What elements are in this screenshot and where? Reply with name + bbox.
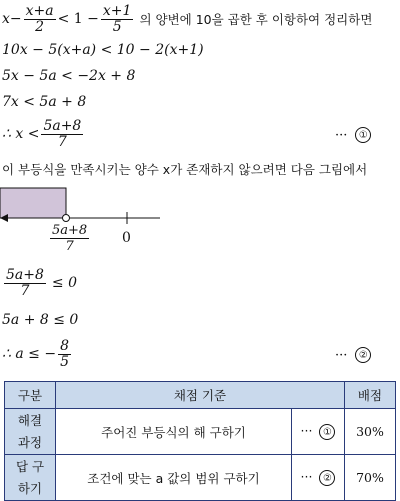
point-label-fraction: $\frac{5a+8}{7}$ xyxy=(52,223,88,254)
equation-marker-1: ··· ① xyxy=(335,127,371,143)
fraction-5a-plus-8-over-7-b: $\frac{5a+8}{7}$ xyxy=(6,266,44,299)
grading-table xyxy=(4,381,396,501)
solution-line-2: 10x − 5(x+a) < 10 − 2(x+1) xyxy=(2,42,204,58)
equation-marker-2: ··· ② xyxy=(335,347,371,363)
solution-line-7: 5a + 8 ≤ 0 xyxy=(2,312,79,328)
line8-therefore: ∴ a ≤ − xyxy=(2,346,57,362)
row1-ref: ··· ① xyxy=(292,409,345,455)
line1-text: 의 양변에 10을 곱한 후 이항하여 정리하면 xyxy=(139,12,373,27)
solution-line-8 xyxy=(2,336,73,372)
header-criterion: 채점 기준 xyxy=(56,382,345,409)
row2-section: 답 구 하기 xyxy=(5,455,56,501)
solution-line-4: 7x < 5a + 8 xyxy=(2,94,87,110)
line1-prefix: x− xyxy=(2,11,22,27)
row2-score: 70% xyxy=(345,455,396,501)
fraction-x-plus-a-over-2: $\frac{x+a}{2}$ xyxy=(25,2,54,35)
open-point xyxy=(63,215,70,222)
header-section: 구분 xyxy=(5,382,56,409)
condition-sentence: 이 부등식을 만족시키는 양수 x가 존재하지 않으려면 다음 그림에서 xyxy=(2,162,368,177)
table-row xyxy=(5,455,396,501)
table-header-row xyxy=(5,382,396,409)
solution-line-3: 5x − 5a < −2x + 8 xyxy=(2,68,136,84)
row1-score: 30% xyxy=(345,409,396,455)
solution-line-5 xyxy=(2,116,85,152)
line5-therefore: ∴ x < xyxy=(2,126,40,142)
row2-ref: ··· ② xyxy=(292,455,345,501)
table-row xyxy=(5,409,396,455)
row1-section: 해결 과정 xyxy=(5,409,56,455)
shaded-region xyxy=(0,188,66,218)
fraction-x-plus-1-over-5: $\frac{x+1}{5}$ xyxy=(102,2,132,35)
header-score: 배점 xyxy=(345,382,396,409)
line6-relation: ≤ 0 xyxy=(51,275,77,291)
solution-line-1 xyxy=(2,2,372,36)
solution-line-6 xyxy=(2,265,77,301)
row1-criterion: 주어진 부등식의 해 구하기 xyxy=(56,409,292,455)
fraction-8-over-5: $\frac{8}{5}$ xyxy=(60,337,69,370)
line1-less-than-one-minus: < 1 − xyxy=(57,11,99,27)
row2-criterion: 조건에 맞는 a 값의 범위 구하기 xyxy=(56,455,292,501)
zero-label: 0 xyxy=(122,230,131,246)
fraction-5a-plus-8-over-7: $\frac{5a+8}{7}$ xyxy=(43,117,82,150)
